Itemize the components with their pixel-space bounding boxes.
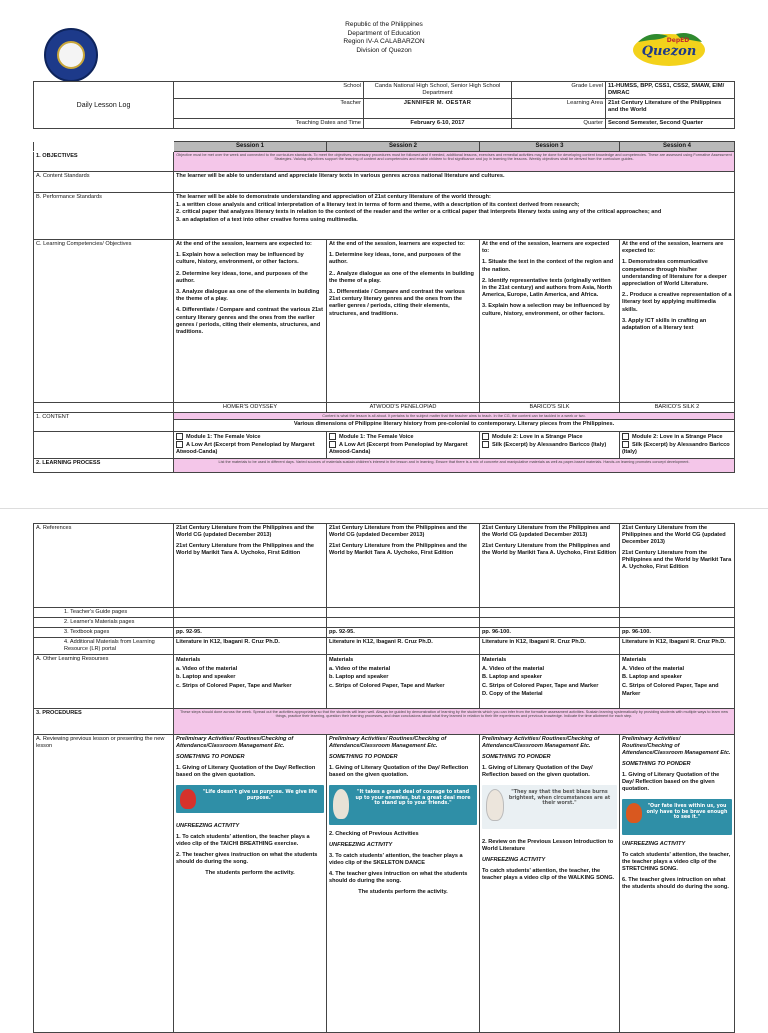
performance-standards-value: The learner will be able to demonstrate understanding and appreciation of 21st century literature of the world through: 1. a written close analysis and critical interpretation of a literary text in terms of form and theme, with a description of its context derived from research; 2. critical paper that analyzes literary texts in relation to the context of the reader and the writer or a critical paper that interprets literary texts using any of the critical approaches; and 3. an adaptation of a text into other creative forms using multimedia. <box>174 193 735 240</box>
content-session-2: Module 1: The Female Voice A Low Art (Excerpt from Penelopiad by Margaret Atwood-Canda) <box>327 432 480 459</box>
reviewing-session-4: Preliminary Activities/ Routines/Checking of Attendance/Classroom Management Etc. SOMETHING TO PONDER 1. Giving of Literary Quotation of the Day/ Reflection based on the given quotation. "Our fate lives within us, you only have to be brave enough to see it." UNFREEZING ACTIVITY To catch students' attention, the teacher, the teacher plays a video clip of the STRETCHING SONG. 6. The teacher gives intruction on what the students should do during the song. <box>620 735 735 1033</box>
lesson-table-page1 <box>33 141 735 473</box>
session-2-header: Session 2 <box>327 142 480 152</box>
procedures-label: 3. PROCEDURES <box>34 709 174 735</box>
textbook-pages-4: pp. 96-100. <box>620 628 735 638</box>
additional-materials-3: Literature in K12, Ibagani R. Cruz Ph.D. <box>480 638 620 655</box>
reviewing-label: A. Reviewing previous lesson or presenting the new lesson <box>34 735 174 1033</box>
learning-area-label: Learning Area <box>512 99 606 119</box>
competencies-session-1: At the end of the session, learners are expected to: 1. Explain how a selection may be influenced by culture, history, environment, or other factors. 2. Determine key ideas, tone, and purposes of the author. 3. Analyze dialogue as one of the elements in building the theme of a play. 4. Differentiate / Compare and contrast the various 21st century literary genres and the ones from the earlier genres / periods, citing their elements, structures, and traditions. <box>174 240 327 403</box>
competencies-label: C. Learning Competencies/ Objectives <box>34 240 174 403</box>
header-line: Division of Quezon <box>356 46 412 54</box>
lesson-title-4: BARICO'S SILK 2 <box>620 403 735 413</box>
learning-process-label: 2. LEARNING PROCESS <box>34 459 174 473</box>
references-session-3: 21st Century Literature from the Philippines and the World CG (updated December 2013) 21st Century Literature from the Philippines and the World by Marikit Tara A. Uychoko, First Edition <box>480 524 620 608</box>
merida-character-icon <box>626 803 642 823</box>
references-session-1: 21st Century Literature from the Philippines and the World CG (updated December 2013) 21st Century Literature from the Philippines and the World by Marikit Tara A. Uychoko, First Edition <box>174 524 327 608</box>
textbook-pages-1: pp. 92-95. <box>174 628 327 638</box>
teacher-label: Teacher <box>174 99 364 119</box>
textbook-pages-2: pp. 92-95. <box>327 628 480 638</box>
header-line: Region IV-A CALABARZON <box>343 38 425 46</box>
page-2 <box>0 508 768 1025</box>
lesson-title-3: BARICO'S SILK <box>480 403 620 413</box>
lesson-title-2: ATWOOD'S PENELOPIAD <box>327 403 480 413</box>
flash-character-icon <box>180 789 196 809</box>
checkbox-icon <box>482 441 489 448</box>
content-session-3: Module 2: Love in a Strange Place Silk (Excerpt) by Alessandro Baricco (Italy) <box>480 432 620 459</box>
textbook-pages-3: pp. 96-100. <box>480 628 620 638</box>
textbook-pages-label: 3. Textbook pages <box>34 628 174 638</box>
checkbox-icon <box>176 433 183 440</box>
content-banner: Various dimensions of Philippine literary history from pre-colonial to contemporary. Literary pieces from the Philippines. <box>174 420 735 432</box>
content-standards-label: A. Content Standards <box>34 172 174 193</box>
header-line: Department of Education <box>347 29 421 37</box>
school-label: School <box>174 82 364 99</box>
reviewing-session-2: Preliminary Activities/ Routines/Checking of Attendance/Classroom Management Etc. SOMETHING TO PONDER 1. Giving of Literary Quotation of the Day/ Reflection based on the given quotation. "It takes a great deal of courage to stand up to your enemies, but a great deal more to stand up to your friends." 2. Checking of Previous Activities UNFREEZING ACTIVITY 3. To catch students' attention, the teacher plays a video clip of the SKELETON DANCE 4. The teacher gives intruction on what the students should do during the song. The students perform the activity. <box>327 735 480 1033</box>
performance-standards-label: B. Performance Standards <box>34 193 174 240</box>
school-value: Canda National High School, Senior High School Department <box>364 82 512 99</box>
other-resources-session-3: Materials A. Video of the material B. Laptop and speaker C. Strips of Colored Paper, Tape and Marker D. Copy of the Material <box>480 655 620 709</box>
quotation-image-3: "They say that the best blaze burns brightest, when circumstances are at their worst." <box>482 785 617 829</box>
quotation-image-2: "It takes a great deal of courage to stand up to your enemies, but a great deal more to stand up to your friends." <box>329 785 477 825</box>
other-resources-session-2: Materials a. Video of the material b. Laptop and speaker c. Strips of Colored Paper, Tape and Marker <box>327 655 480 709</box>
quotation-image-4: "Our fate lives within us, you only have to be brave enough to see it." <box>622 799 732 835</box>
header-line: Republic of the Philippines <box>345 21 423 28</box>
additional-materials-1: Literature in K12, Ibagani R. Cruz Ph.D. <box>174 638 327 655</box>
procedures-note: These steps should done across the week. Spread out the activities appropriately so that the students will learn well. Always be guided by demonstration of learning by the students which you can infer from the formative assessment activities. Sustain learning systematically by providing students with multiple ways to learn new things, practice their learning, question their learning processes, and draw conclusions about what they learned in relation to their life experiences and previous knowledge. Indicate the time allotment for each step. <box>174 709 735 735</box>
teacher-name: JENNIFER M. OESTAR <box>364 99 512 119</box>
document-header <box>0 0 768 80</box>
content-session-1: Module 1: The Female Voice A Low Art (Excerpt from Penelopiad by Margaret Atwood-Canda) <box>174 432 327 459</box>
additional-materials-label: 4. Additional Materials from Learning Resource (LR) portal <box>34 638 174 655</box>
content-note: Content is what the lesson is all about. It pertains to the subject matter that the teacher aims to teach. In the CG, the content can be tackled in a week or two. <box>174 413 735 420</box>
other-resources-session-4: Materials A. Video of the material B. Laptop and speaker C. Strips of Colored Paper, Tape and Marker <box>620 655 735 709</box>
checkbox-icon <box>482 433 489 440</box>
session-header-row <box>34 142 735 152</box>
checkbox-icon <box>622 441 629 448</box>
character-icon <box>486 789 504 821</box>
quotation-image-1: "Life doesn't give us purpose. We give life purpose." <box>176 785 324 813</box>
page-1 <box>0 0 768 492</box>
daily-lesson-log-title: Daily Lesson Log <box>34 82 174 129</box>
competencies-session-3: At the end of the session, learners are expected to: 1. Situate the text in the context of the region and the nation. 2. Identify representative texts (originally written in the 21st century) and authors from Asia, North America, Europe, Latin America, and Africa. 3. Explain how a selection may be influenced by culture, history, environment, or other factors. <box>480 240 620 403</box>
reviewing-session-1: Preliminary Activities/ Routines/Checking of Attendance/Classroom Management Etc. SOMETHING TO PONDER 1. Giving of Literary Quotation of the Day/ Reflection based on the given quotation. "Life doesn't give us purpose. We give life purpose." UNFREEZING ACTIVITY 1. To catch students' attention, the teacher plays a video clip of the TAICHI BREATHING exercise. 2. The teacher gives instruction on what the students should do during the song. The students perform the activity. <box>174 735 327 1033</box>
competencies-session-2: At the end of the session, learners are expected to: 1. Determine key ideas, tone, and purposes of the author. 2.. Analyze dialogue as one of the elements in building the theme of a play. 3.. Differentiate / Compare and contrast the various 21st century literary genres and the ones from the earlier genres / periods, citing their elements, structures, and traditions. <box>327 240 480 403</box>
dumbledore-character-icon <box>333 789 349 819</box>
checkbox-icon <box>176 441 183 448</box>
teachers-guide-label: 1. Teacher's Guide pages <box>34 608 174 618</box>
references-session-2: 21st Century Literature from the Philippines and the World CG (updated December 2013) 21st Century Literature from the Philippines and the World by Marikit Tara A. Uychoko, First Edition <box>327 524 480 608</box>
svg-text:DepED: DepED <box>666 37 690 44</box>
info-table <box>33 81 735 129</box>
learning-area-value: 21st Century Literature of the Philippines and the World <box>606 99 735 119</box>
lesson-table-page2 <box>33 523 735 1033</box>
svg-text:Quezon: Quezon <box>641 44 697 59</box>
session-4-header: Session 4 <box>620 142 735 152</box>
content-standards-value: The learner will be able to understand and appreciate literary texts in various genres across national literature and cultures. <box>174 172 735 193</box>
grade-level-value: 11-HUMSS, BPP, CSS1, CSS2, SMAW, EIM/ DMRAC <box>606 82 735 99</box>
checkbox-icon <box>329 441 336 448</box>
competencies-session-4: At the end of the session, learners are expected to: 1. Demonstrates communicative competence through his/her understanding of literature for a deeper appreciation of World Literature. 2.. Produce a creative representation of a literary text by applying multimedia skills. 3. Apply ICT skills in crafting an adaptation of a literary text <box>620 240 735 403</box>
quarter-value: Second Semester, Second Quarter <box>606 119 735 129</box>
other-resources-label: A. Other Learning Resourses <box>34 655 174 709</box>
session-1-header: Session 1 <box>174 142 327 152</box>
reviewing-session-3: Preliminary Activities/ Routines/Checking of Attendance/Classroom Management Etc. SOMETHING TO PONDER 1. Giving of Literary Quotation of the Day/ Reflection based on the given quotation. "They say that the best blaze burns brightest, when circumstances are at their worst." 2. Review on the Previous Lesson Introduction to World Literature UNFREEZING ACTIVITY To catch students' attention, the teacher, the teacher plays a video clip of the WALKING SONG. <box>480 735 620 1033</box>
additional-materials-4: Literature in K12, Ibagani R. Cruz Ph.D. <box>620 638 735 655</box>
lesson-title-1: HOMER'S ODYSSEY <box>174 403 327 413</box>
content-session-4: Module 2: Love in a Strange Place Silk (Excerpt) by Alessandro Baricco (Italy) <box>620 432 735 459</box>
teaching-dates-label: Teaching Dates and Time <box>174 119 364 129</box>
session-3-header: Session 3 <box>480 142 620 152</box>
checkbox-icon <box>622 433 629 440</box>
other-resources-session-1: Materials a. Video of the material b. Laptop and speaker c. Strips of Colored Paper, Tape and Marker <box>174 655 327 709</box>
learning-process-note: List the materials to be used in different days. Varied sources of materials sustain children's interest in the lesson and in learning. Ensure that there is a mix of concrete and manipulative materials as well as paper-based materials. Hands-on learning promotes concept development. <box>174 459 735 473</box>
objectives-note: Objective must be met over the week and connected to the curriculum standards. To meet the objectives, necessary procedures must be followed and if needed, additional lessons, exercises and remedial activities may be done for developing content knowledge and competencies. These are assessed using Formative Assessment Strategies. Valuing objectives support the learning of content and competencies and enable children to find significance and joy in learning the lessons. Weekly objectives shall be derived from the curriculum guides. <box>174 152 735 172</box>
quarter-label: Quarter <box>512 119 606 129</box>
learners-materials-label: 2. Learner's Materials pages <box>34 618 174 628</box>
deped-quezon-logo <box>630 28 708 68</box>
checkbox-icon <box>329 433 336 440</box>
additional-materials-2: Literature in K12, Ibagani R. Cruz Ph.D. <box>327 638 480 655</box>
grade-level-label: Grade Level <box>512 82 606 99</box>
teaching-dates-value: February 6-10, 2017 <box>364 119 512 129</box>
content-label: 1. CONTENT <box>34 413 174 432</box>
references-label: A. References <box>34 524 174 608</box>
references-session-4: 21st Century Literature from the Philippines and the World CG (updated December 2013) 21st Century Literature from the Philippines and the World by Marikit Tara A. Uychoko, First Edition <box>620 524 735 608</box>
objectives-label: 1. OBJECTIVES <box>34 152 174 172</box>
deped-seal-icon <box>44 28 98 82</box>
